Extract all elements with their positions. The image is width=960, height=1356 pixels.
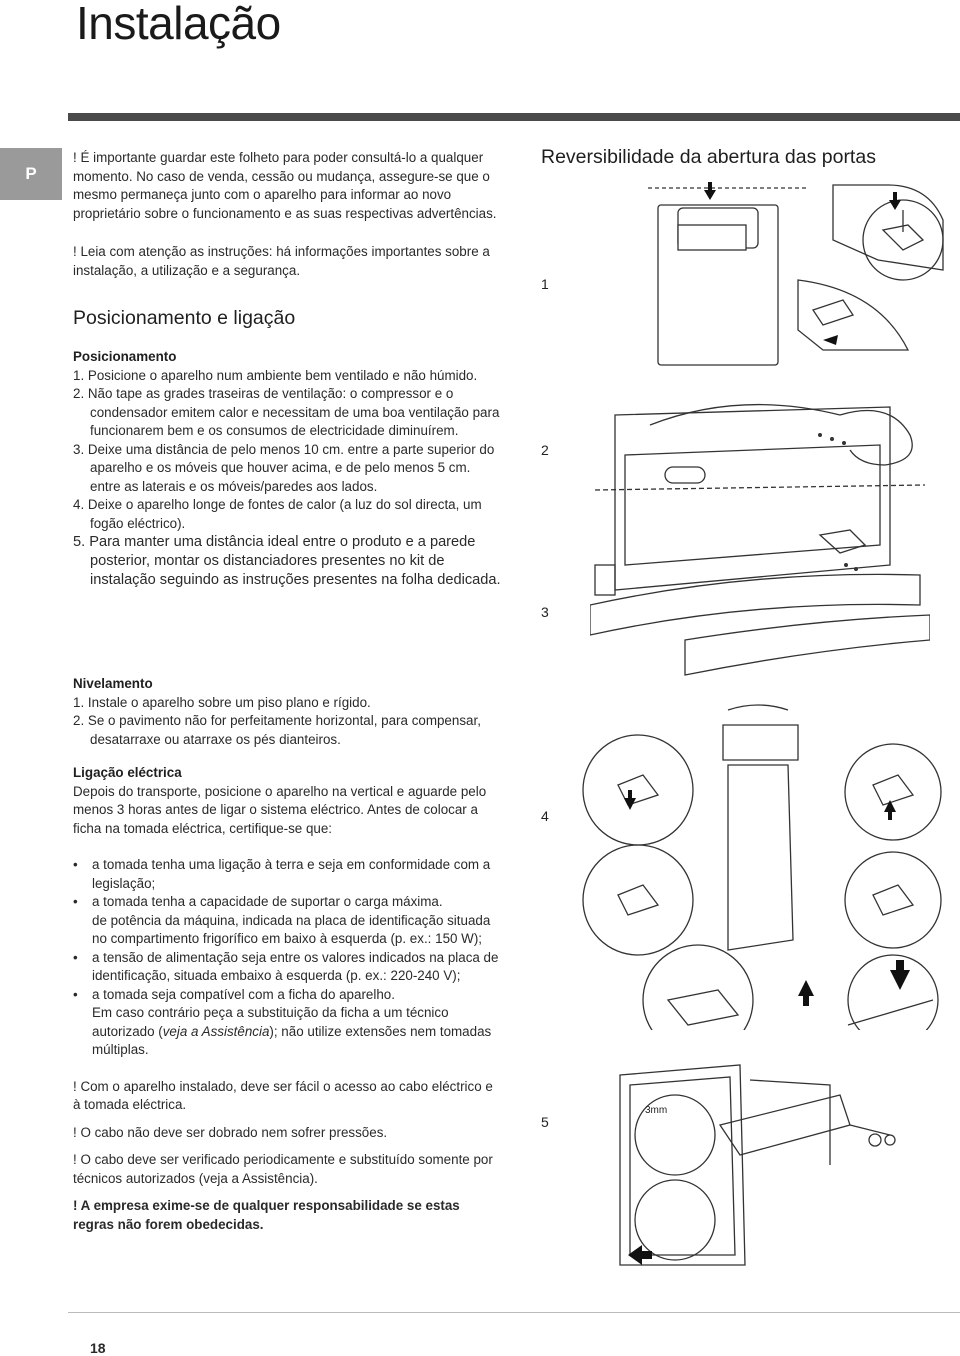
figure-step-5 xyxy=(600,1045,930,1275)
list-item: 2. Se o pavimento não for perfeitamente horizontal, para compensar, desatarraxe ou atarraxe os pés dianteiros. xyxy=(73,713,481,747)
language-tab: P xyxy=(0,148,62,200)
final-warning: ! A empresa exime-se de qualquer responsabilidade se estas regras não forem obedecidas. xyxy=(73,1198,460,1232)
ligacao-section xyxy=(73,764,503,1234)
arrow-right-icon xyxy=(823,335,838,345)
list-item: 5. Para manter uma distância ideal entre o produto e a parede posterior, montar os distanciadores presentes no kit de instalação seguindo as instruções presentes na folha dedicada. xyxy=(73,534,501,588)
bullet-extra: de potência da máquina, indicada na placa de identificação situada no compartimento frigorífico em baixo à esquerda (p. ex.: 150 W); xyxy=(92,912,491,946)
nivelamento-section xyxy=(73,675,503,749)
reversibility-title: Reversibilidade da abertura das portas xyxy=(541,146,876,168)
warning-text: ! O cabo não deve ser dobrado nem sofrer pressões. xyxy=(73,1124,388,1140)
bullet-text: a tomada seja compatível com a ficha do aparelho. xyxy=(92,986,395,1002)
arrow-down-icon xyxy=(884,800,896,820)
step-number: 3 xyxy=(541,604,549,620)
nivelamento-heading: Nivelamento xyxy=(73,676,153,691)
bullet-extra xyxy=(92,1004,503,1060)
figure-step-2-3 xyxy=(590,395,930,680)
warning-text: ! O cabo deve ser verificado periodicamente e substituído somente por técnicos autorizados (veja a Assistência). xyxy=(73,1152,493,1186)
list-item xyxy=(73,893,503,949)
footer-rule xyxy=(68,1312,960,1313)
assistance-reference: veja a Assistência xyxy=(162,1023,270,1039)
header-rule xyxy=(68,113,960,121)
step-number: 2 xyxy=(541,442,549,458)
warning-text: ! Com o aparelho instalado, deve ser fácil o acesso ao cabo eléctrico e à tomada eléctrica. xyxy=(73,1078,493,1112)
intro-paragraph-2: ! Leia com atenção as instruções: há informações importantes sobre a instalação, a utilização e a segurança. xyxy=(73,244,490,278)
list-item xyxy=(73,949,503,986)
bullet-extra-post: ); não utilize extensões nem tomadas múltiplas. xyxy=(92,1023,492,1057)
figure-label: 3mm xyxy=(645,1105,668,1116)
list-item: 1. Instale o aparelho sobre um piso plano e rígido. xyxy=(73,694,371,710)
step-number: 5 xyxy=(541,1114,549,1130)
list-item: 4. Deixe o aparelho longe de fontes de calor (a luz do sol directa, um fogão eléctrico). xyxy=(73,497,482,531)
ligacao-heading: Ligação eléctrica xyxy=(73,765,182,780)
list-item: 3. Deixe uma distância de pelo menos 10 cm. entre a parte superior do aparelho e os móveis que houver acima, e de pelo menos 5 cm. entre as laterais e os móveis/paredes aos lados. xyxy=(73,441,495,494)
section-heading-posicionamento-ligacao: Posicionamento e ligação xyxy=(73,307,296,329)
posicionamento-section xyxy=(73,348,503,590)
arrow-down-icon xyxy=(798,980,814,1006)
bullet-text: a tomada tenha a capacidade de suportar o carga máxima. xyxy=(92,894,443,909)
page-title: Instalação xyxy=(76,0,281,49)
bullet-extra-pre: Em caso contrário peça a substituição da ficha a um técnico autorizado ( xyxy=(92,1005,449,1039)
list-item xyxy=(73,856,503,893)
list-item: 2. Não tape as grades traseiras de ventilação: o compressor e o condensador emitem calor e necessitam de uma boa ventilação para funcionarem bem e os consumos de electricidade diminuírem. xyxy=(73,386,500,438)
bullet-text: a tensão de alimentação seja entre os valores indicados na placa de identificação, situada embaixo à esquerda (p. ex.: 220-240 V); xyxy=(92,949,499,983)
list-item xyxy=(73,986,503,1060)
arrow-up-icon xyxy=(704,182,716,200)
step-number: 1 xyxy=(541,276,549,292)
posicionamento-heading: Posicionamento xyxy=(73,349,177,364)
arrow-up-icon xyxy=(889,192,901,210)
intro-section xyxy=(73,149,503,280)
arrow-up-icon xyxy=(890,960,910,990)
list-item: 1. Posicione o aparelho num ambiente bem ventilado e não húmido. xyxy=(73,367,478,383)
intro-paragraph-1: ! É importante guardar este folheto para poder consultá-lo a qualquer momento. No caso de venda, cessão ou mudança, assegure-se que o mesmo permaneça junto com o aparelho para informar ao novo proprietário sobre o funcionamento e as suas respectivas advertências. xyxy=(73,150,497,221)
figure-step-1 xyxy=(648,180,948,380)
step-number: 4 xyxy=(541,808,549,824)
arrow-up-icon xyxy=(624,790,636,810)
ligacao-intro: Depois do transporte, posicione o aparelho na vertical e aguarde pelo menos 3 horas antes de ligar o sistema eléctrico. Antes de colocar a ficha na tomada eléctrica, certifique-se que: xyxy=(73,783,487,836)
figure-step-4 xyxy=(578,700,943,1030)
bullet-text: a tomada tenha uma ligação à terra e seja em conformidade com a legislação; xyxy=(92,857,491,891)
page-number: 18 xyxy=(90,1340,106,1356)
arrow-left-icon xyxy=(628,1245,652,1265)
ligacao-checklist xyxy=(73,856,503,1060)
